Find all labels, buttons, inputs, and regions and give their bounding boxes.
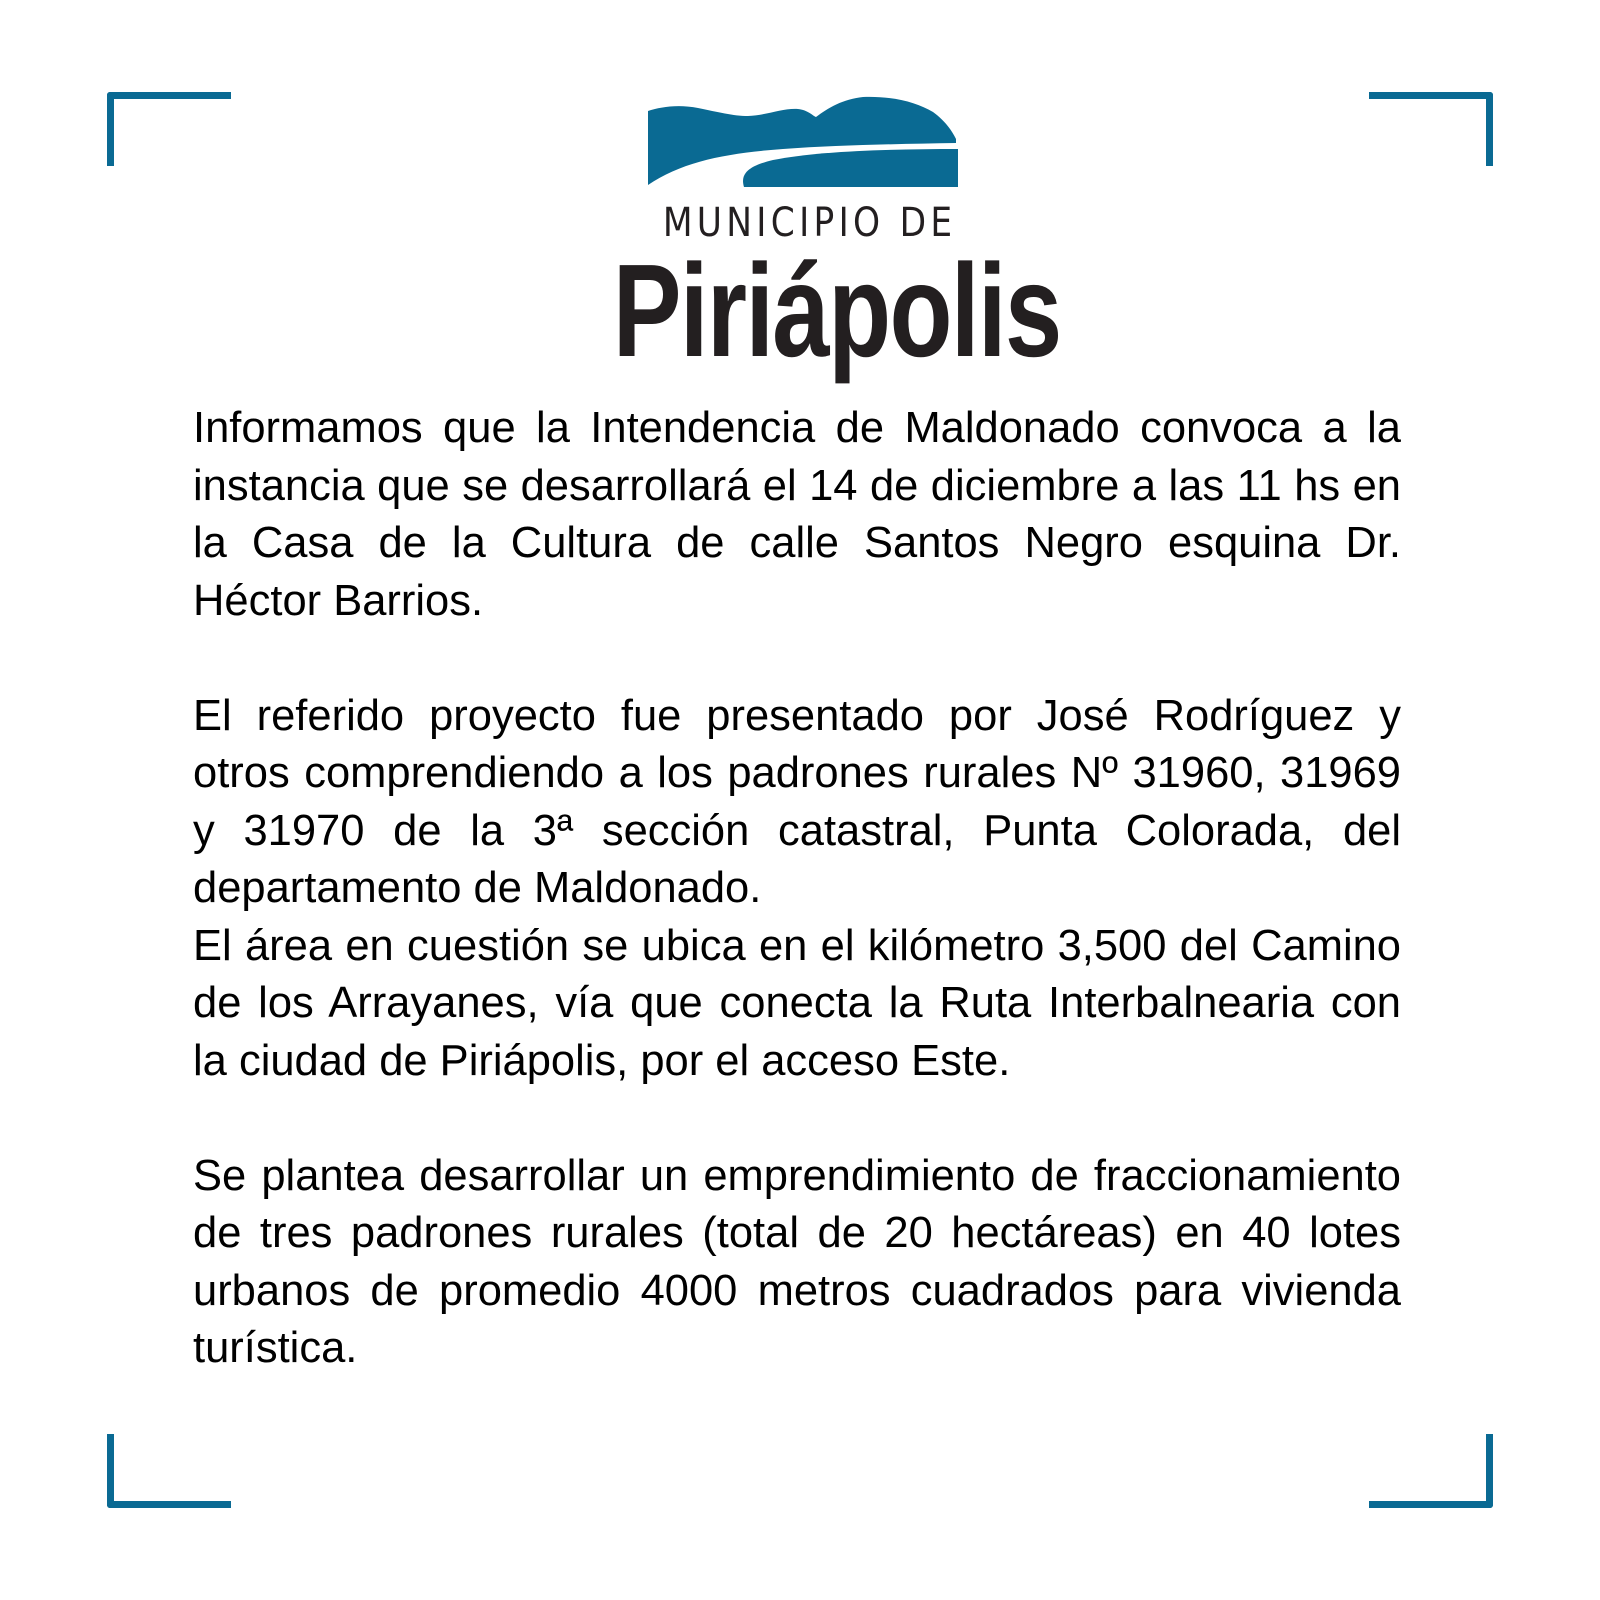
paragraph-gap xyxy=(193,1090,1401,1148)
top-right-corner-bracket xyxy=(1369,92,1493,166)
paragraph-emprendimiento: Se plantea desarrollar un emprendimiento de fraccionamiento de tres padrones rurales (total de 20 hectáreas) en 40 lotes urbanos de promedio 4000 metros cuadrados para vivienda turística. xyxy=(193,1151,1401,1372)
bottom-right-corner-bracket xyxy=(1369,1434,1493,1508)
announcement-body xyxy=(193,400,1401,1378)
bottom-left-corner-bracket xyxy=(107,1434,231,1508)
paragraph-convocatoria: Informamos que la Intendencia de Maldonado convoca a la instancia que se desarrollará el 14 de diciembre a las 11 hs en la Casa de la Cultura de calle Santos Negro esquina Dr. Héctor Barrios. xyxy=(193,404,1401,625)
logo-title: Piriápolis xyxy=(612,237,1061,384)
logo-subtitle: MUNICIPIO DE xyxy=(662,200,957,246)
paragraph-gap xyxy=(193,630,1401,688)
hills-and-road-icon xyxy=(648,94,958,187)
top-left-corner-bracket xyxy=(107,92,231,166)
paragraph-ubicacion: El área en cuestión se ubica en el kilómetro 3,500 del Camino de los Arrayanes, vía que conecta la Ruta Interbalnearia con la ciudad de Piriápolis, por el acceso Este. xyxy=(193,921,1401,1085)
paragraph-proyecto: El referido proyecto fue presentado por José Rodríguez y otros comprendiendo a los padrones rurales Nº 31960, 31969 y 31970 de la 3ª sección catastral, Punta Colorada, del departamento de Maldonado. xyxy=(193,691,1401,912)
